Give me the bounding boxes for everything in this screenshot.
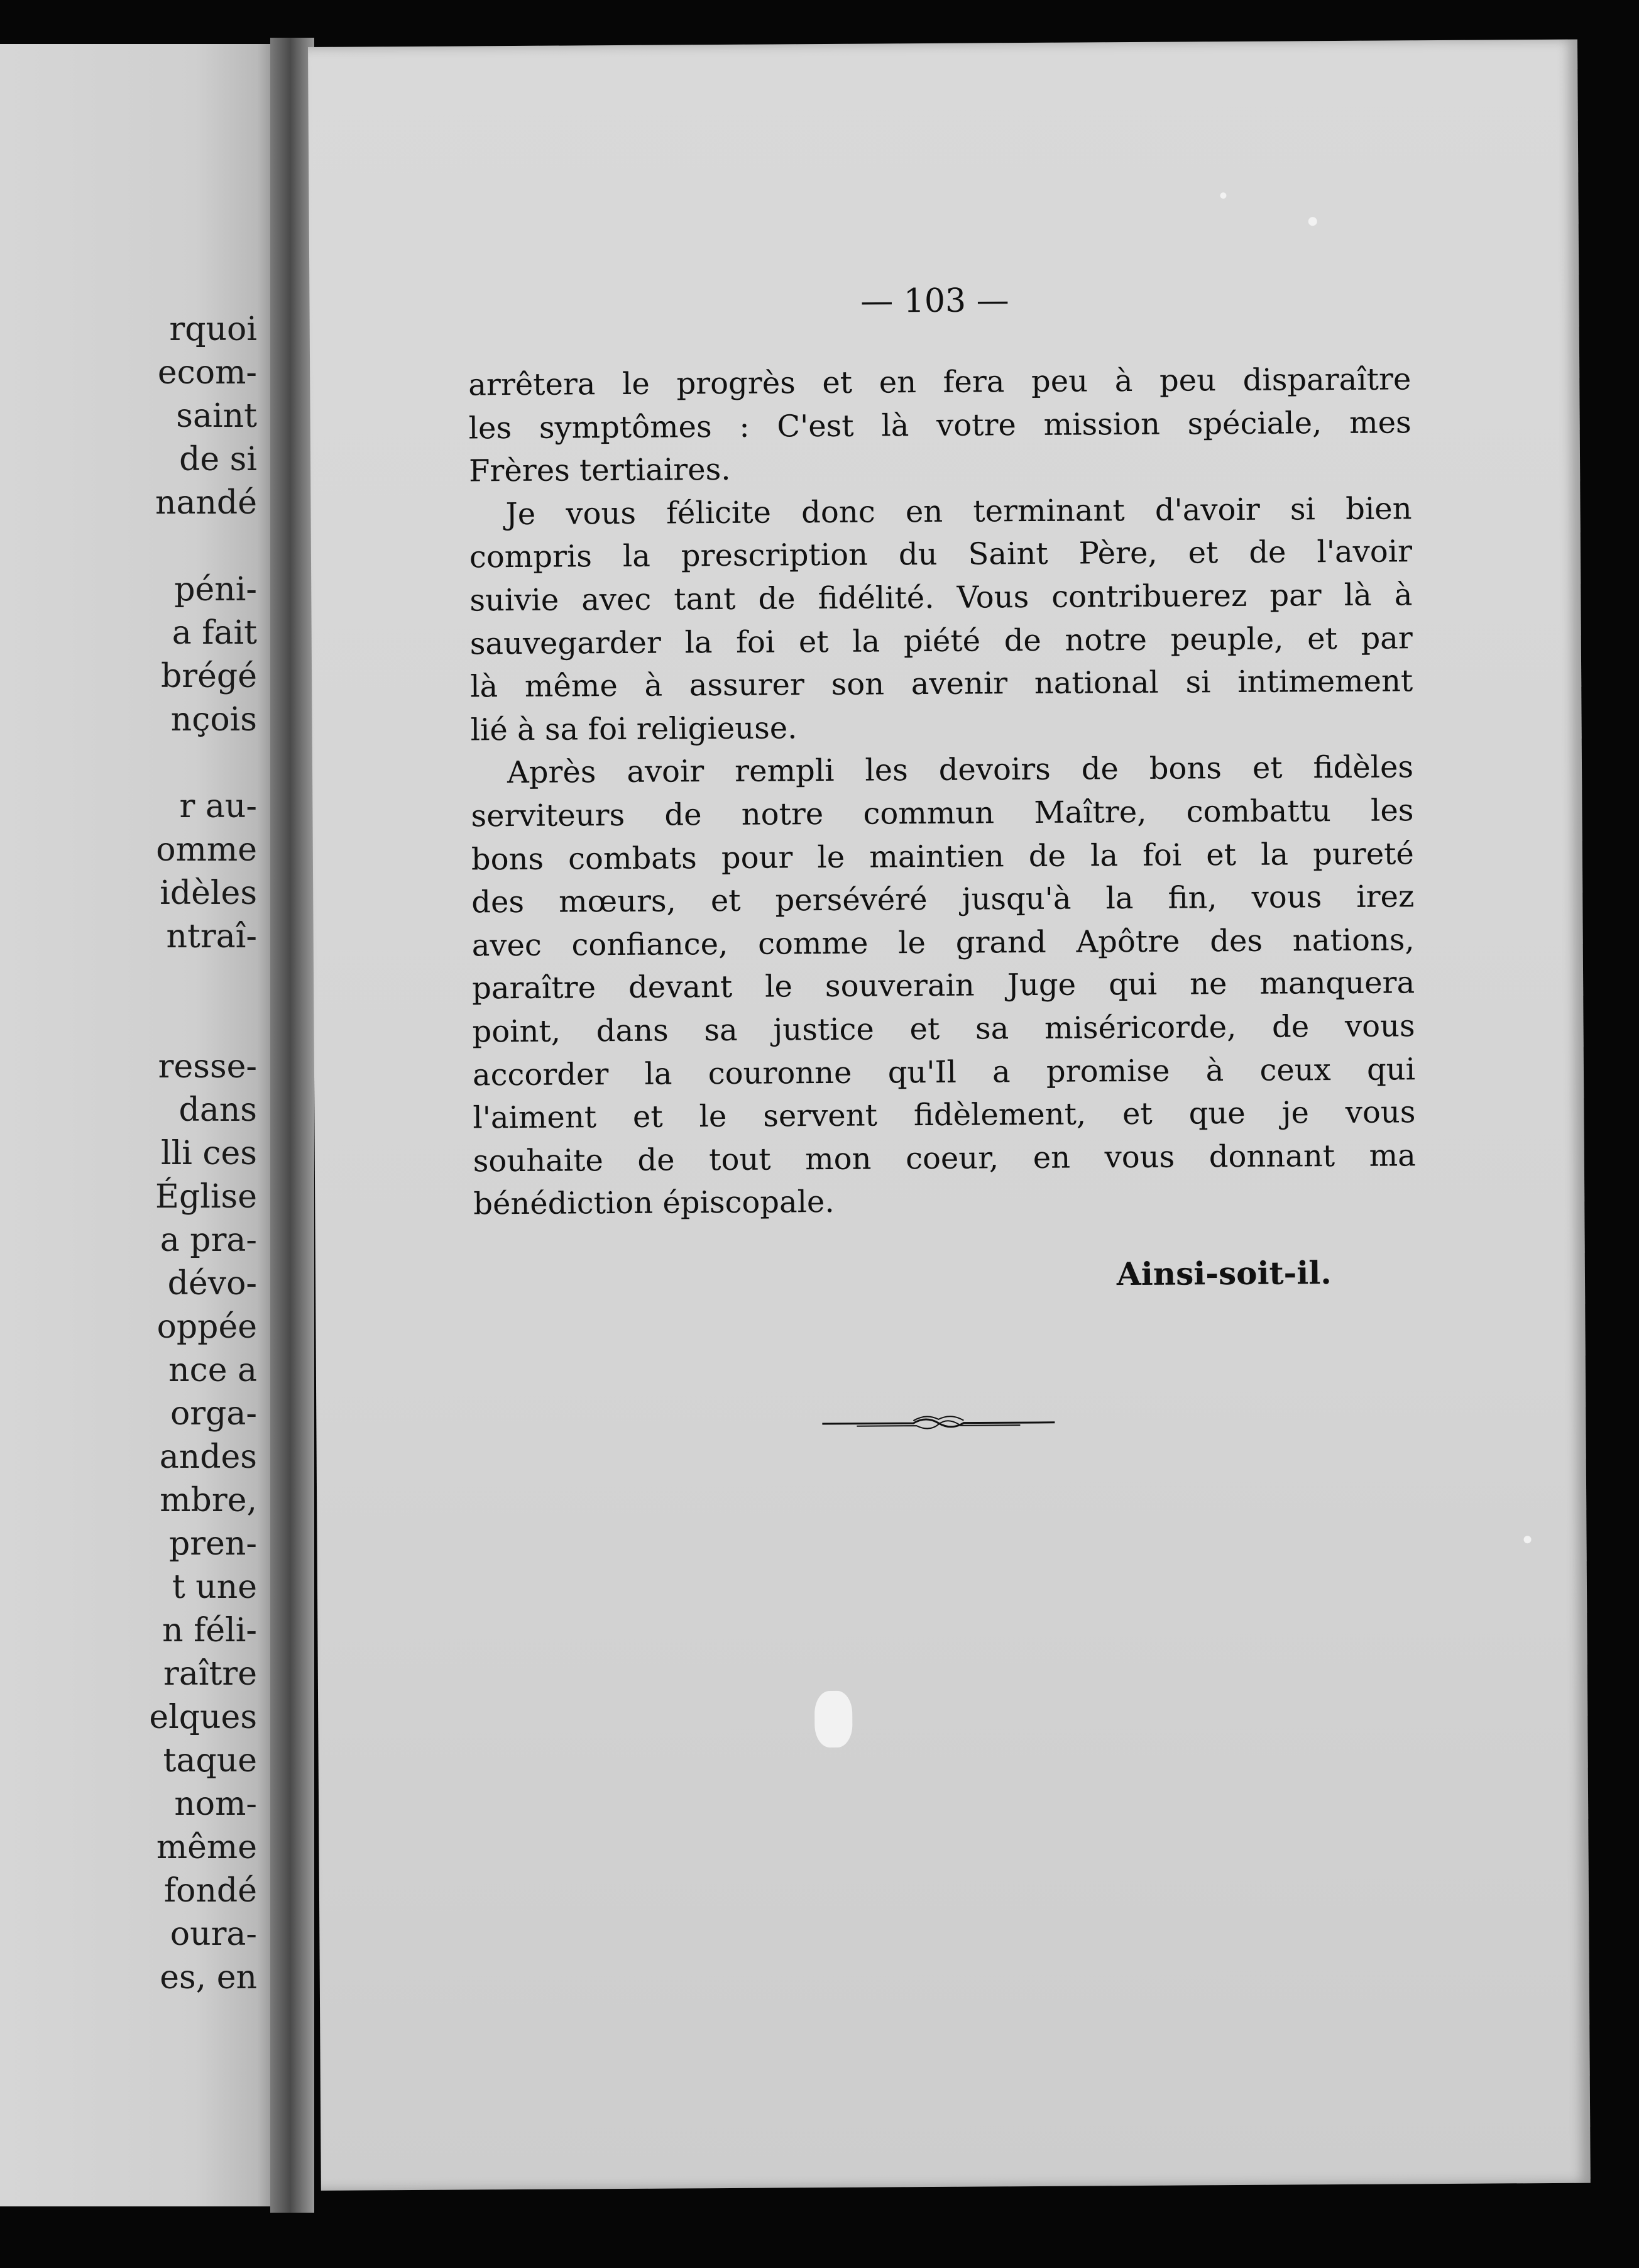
text-line: lié à sa foi religieuse. (470, 710, 798, 748)
left-line: nce a (168, 1351, 257, 1389)
left-line: oura- (170, 1915, 257, 1953)
paragraph-start-line: Je vous félicite donc en terminant d'avoir si bien (505, 491, 1412, 532)
left-line (6, 742, 257, 785)
paragraph-start-line: Après avoir rempli les devoirs de bons et fidèles (507, 749, 1414, 791)
dust-speck (1220, 192, 1226, 199)
left-line: orga- (170, 1395, 257, 1433)
right-page (308, 40, 1591, 2191)
left-line: rquoi (169, 311, 257, 348)
text-line: point, dans sa justice et sa miséricorde, de vous (472, 1008, 1415, 1050)
book-gutter (270, 38, 314, 2213)
left-line: même (156, 1829, 257, 1866)
left-line: n féli- (162, 1612, 257, 1649)
text-line: sauvegarder la foi et la piété de notre peuple, et par (469, 620, 1413, 662)
closing-signature: Ainsi-soit-il. (1116, 1254, 1332, 1293)
left-line: dévo- (167, 1265, 257, 1302)
text-line: bons combats pour le maintien de la foi et la pureté (471, 835, 1415, 877)
left-line: ecom- (157, 354, 257, 392)
left-line: nçois (170, 701, 257, 739)
text-line: compris la prescription du Saint Père, et de l'avoir (469, 534, 1413, 575)
left-line: oppée (156, 1308, 257, 1346)
left-line: andes (159, 1438, 257, 1476)
left-line: resse- (158, 1048, 257, 1086)
left-line: de si (179, 441, 257, 478)
left-line: taque (163, 1742, 257, 1780)
left-line: nom- (174, 1785, 257, 1823)
text-line: là même à assurer son avenir national si intimement (470, 663, 1413, 705)
left-line (6, 525, 257, 568)
left-line: mbre, (160, 1482, 257, 1519)
text-line: suivie avec tant de fidélité. Vous contribuerez par là à (469, 577, 1413, 619)
body-text (468, 358, 1416, 1226)
left-page (0, 44, 280, 2206)
left-line: es, en (160, 1959, 257, 1996)
left-line: fondé (163, 1872, 257, 1910)
left-line: brégé (161, 658, 257, 695)
left-line: a fait (172, 614, 257, 652)
left-line: a pra- (160, 1221, 257, 1259)
left-line: raître (163, 1655, 257, 1693)
text-line: bénédiction épiscopale. (473, 1184, 835, 1222)
dust-speck (814, 1691, 853, 1748)
text-line: Frères tertiaires. (468, 452, 731, 489)
left-page-text (6, 308, 257, 2000)
dust-speck (1308, 217, 1317, 226)
left-line: elques (149, 1698, 257, 1736)
left-line: saint (176, 397, 257, 435)
left-line: péni- (174, 571, 257, 608)
left-line: idèles (160, 874, 257, 912)
left-line (6, 1002, 257, 1045)
left-line: dans (178, 1091, 257, 1129)
ornamental-divider (819, 1410, 1058, 1436)
text-line: serviteurs de notre commun Maître, combattu les (471, 793, 1414, 834)
text-line: avec confiance, comme le grand Apôtre des nations, (471, 922, 1415, 964)
text-line: paraître devant le souverain Juge qui ne manquera (471, 965, 1415, 1006)
page-number: — 103 — (860, 282, 1009, 321)
left-line: t une (172, 1568, 257, 1606)
text-line: les symptômes : C'est là votre mission spéciale, mes (468, 404, 1412, 446)
dust-speck (1524, 1536, 1532, 1543)
text-line: l'aiment et le servent fidèlement, et que je vous (473, 1094, 1416, 1136)
text-line: arrêtera le progrès et en fera peu à peu disparaître (468, 361, 1412, 403)
left-line (6, 959, 257, 1002)
text-line: souhaite de tout mon coeur, en vous donnant ma (473, 1137, 1416, 1179)
left-line: nandé (155, 484, 257, 522)
text-line: accorder la couronne qu'Il a promise à ceux qui (472, 1051, 1416, 1093)
left-line: pren- (169, 1525, 257, 1563)
left-line: r au- (179, 788, 257, 825)
left-line: omme (156, 831, 257, 869)
left-line: lli ces (160, 1135, 257, 1172)
left-line: Église (155, 1178, 257, 1216)
left-line: ntraî- (166, 918, 257, 955)
text-line: des mœurs, et persévéré jusqu'à la fin, vous irez (471, 879, 1415, 920)
